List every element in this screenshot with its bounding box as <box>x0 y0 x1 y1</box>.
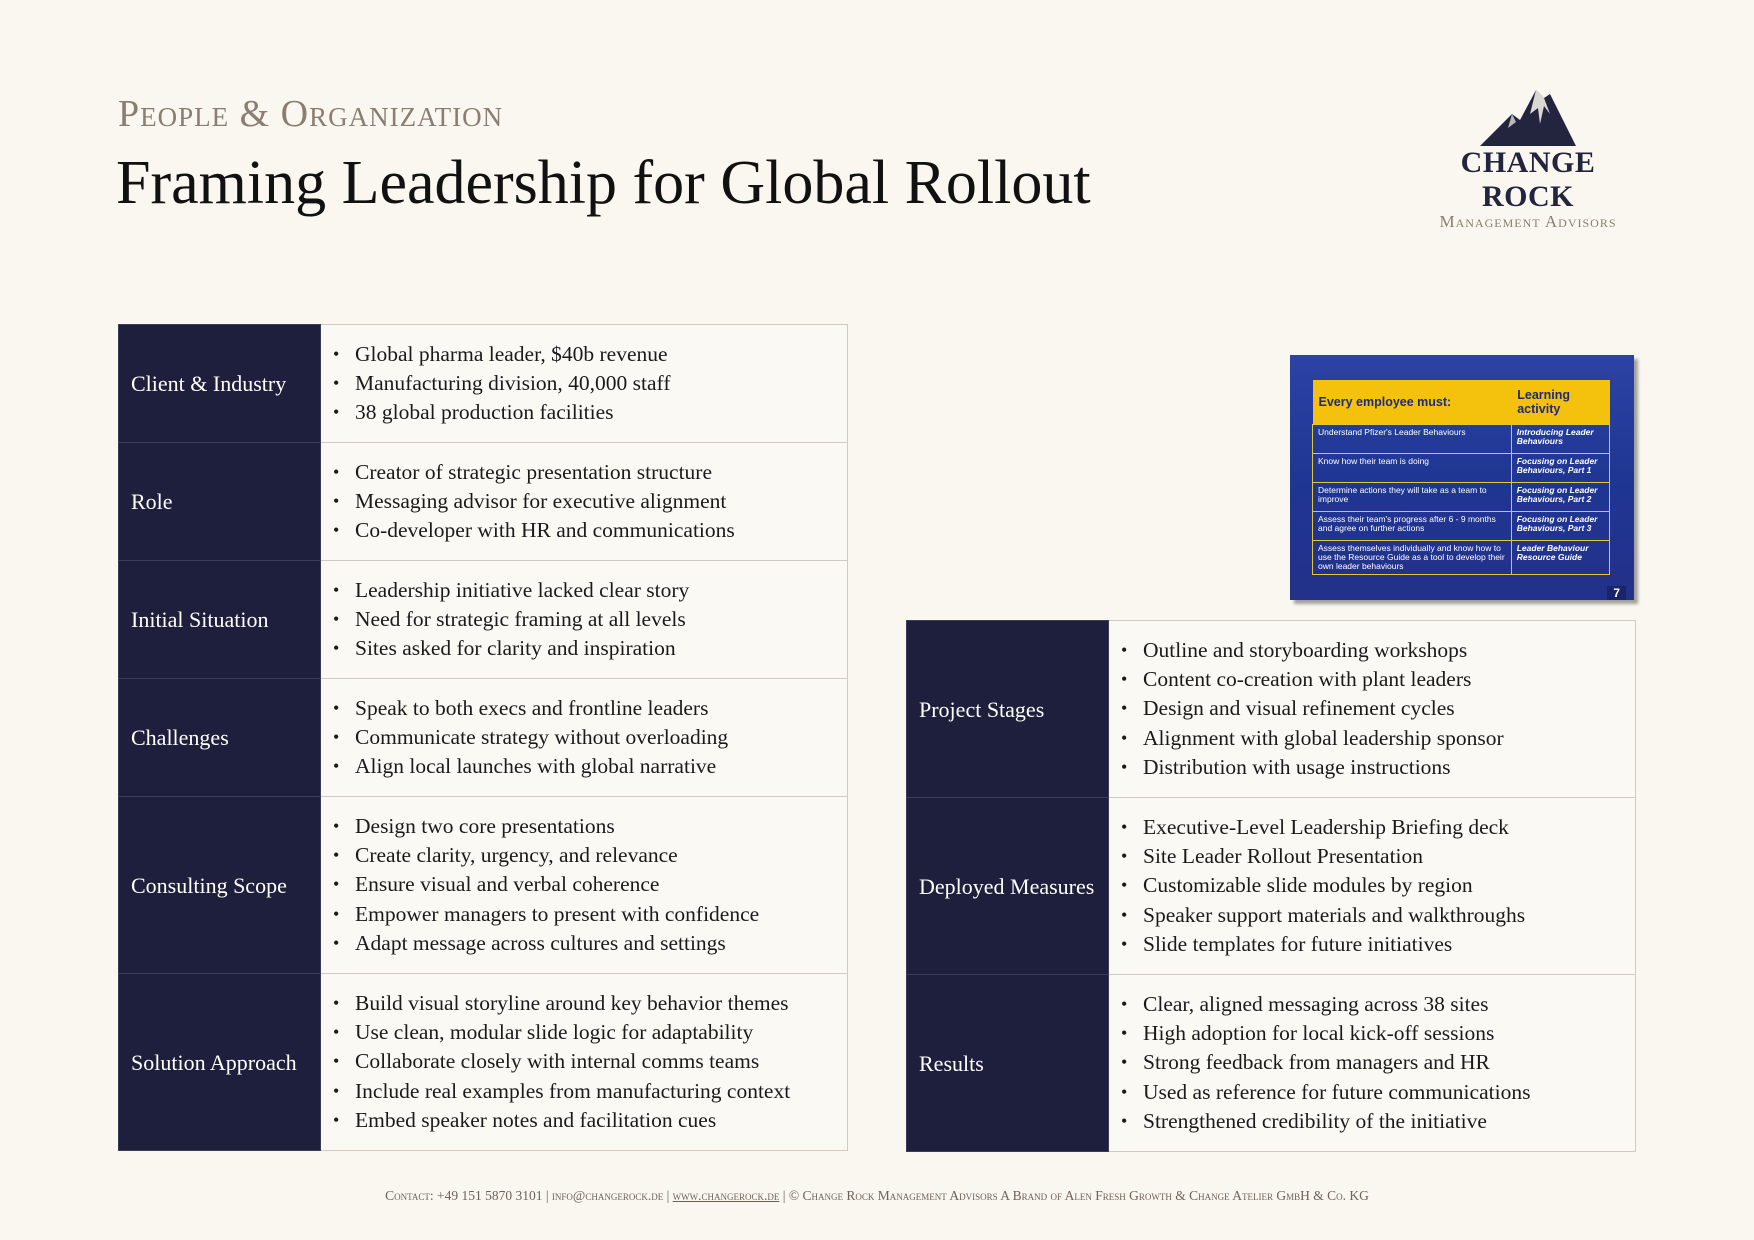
row-content <box>321 443 848 561</box>
table-row <box>907 975 1636 1152</box>
bullet-list <box>333 340 829 428</box>
row-content <box>1109 621 1636 798</box>
row-label: Challenges <box>119 679 321 797</box>
list-item: • Distribution with usage instructions <box>1143 753 1617 782</box>
row-label: Deployed Measures <box>907 798 1109 975</box>
list-item: • Clear, aligned messaging across 38 sites <box>1143 990 1617 1019</box>
table-row <box>907 798 1636 975</box>
list-item: • Co-developer with HR and communications <box>355 516 829 545</box>
row-label: Results <box>907 975 1109 1152</box>
row-content <box>321 679 848 797</box>
bullet-list <box>333 812 829 958</box>
list-item: • Build visual storyline around key behavior themes <box>355 989 829 1018</box>
row-label: Consulting Scope <box>119 797 321 974</box>
table-row <box>119 679 848 797</box>
list-item: • Create clarity, urgency, and relevance <box>355 841 829 870</box>
list-item: • Empower managers to present with confidence <box>355 900 829 929</box>
list-item: • High adoption for local kick-off sessions <box>1143 1019 1617 1048</box>
bullet-list <box>333 694 829 782</box>
thumbnail-activity: Focusing on Leader Behaviours, Part 3 <box>1511 512 1609 541</box>
row-content <box>321 797 848 974</box>
logo-subtitle: Management Advisors <box>1439 212 1617 231</box>
list-item: • Creator of strategic presentation structure <box>355 458 829 487</box>
list-item: • Need for strategic framing at all levels <box>355 605 829 634</box>
row-content <box>1109 798 1636 975</box>
list-item: • Executive-Level Leadership Briefing deck <box>1143 813 1617 842</box>
bullet-list <box>1121 813 1617 959</box>
thumbnail-row <box>1313 454 1610 483</box>
list-item: • 38 global production facilities <box>355 398 829 427</box>
footer-website-link[interactable]: www.changerock.de <box>672 1188 780 1203</box>
list-item: • Strengthened credibility of the initiative <box>1143 1107 1617 1136</box>
thumbnail-activity: Introducing Leader Behaviours <box>1511 425 1609 454</box>
thumbnail-row <box>1313 512 1610 541</box>
list-item: • Alignment with global leadership sponsor <box>1143 724 1617 753</box>
table-row <box>119 561 848 679</box>
list-item: • Used as reference for future communications <box>1143 1078 1617 1107</box>
list-item: • Collaborate closely with internal comms teams <box>355 1047 829 1076</box>
thumbnail-activity: Focusing on Leader Behaviours, Part 1 <box>1511 454 1609 483</box>
thumbnail-activity: Leader Behaviour Resource Guide <box>1511 541 1609 575</box>
thumbnail-header-1: Every employee must: <box>1313 380 1512 425</box>
thumbnail-header-2: Learning activity <box>1511 380 1609 425</box>
list-item: • Customizable slide modules by region <box>1143 871 1617 900</box>
list-item: • Outline and storyboarding workshops <box>1143 636 1617 665</box>
thumbnail-requirement: Assess their team's progress after 6 - 9 months and agree on further actions <box>1313 512 1512 541</box>
row-label: Role <box>119 443 321 561</box>
list-item: • Ensure visual and verbal coherence <box>355 870 829 899</box>
list-item: • Embed speaker notes and facilitation cues <box>355 1106 829 1135</box>
list-item: • Speaker support materials and walkthroughs <box>1143 901 1617 930</box>
list-item: • Align local launches with global narrative <box>355 752 829 781</box>
footer <box>0 1188 1754 1204</box>
bullet-list <box>333 989 829 1135</box>
thumbnail-row <box>1313 483 1610 512</box>
row-label: Initial Situation <box>119 561 321 679</box>
company-logo <box>1412 84 1644 232</box>
thumbnail-requirement: Understand Pfizer's Leader Behaviours <box>1313 425 1512 454</box>
list-item: • Global pharma leader, $40b revenue <box>355 340 829 369</box>
thumbnail-requirement: Determine actions they will take as a team to improve <box>1313 483 1512 512</box>
list-item: • Messaging advisor for executive alignment <box>355 487 829 516</box>
list-item: • Manufacturing division, 40,000 staff <box>355 369 829 398</box>
list-item: • Design two core presentations <box>355 812 829 841</box>
bullet-list <box>333 458 829 546</box>
list-item: • Design and visual refinement cycles <box>1143 694 1617 723</box>
bullet-list <box>1121 636 1617 782</box>
thumbnail-requirement: Assess themselves individually and know how to use the Resource Guide as a tool to develop their own leader behaviours <box>1313 541 1512 575</box>
bullet-list <box>1121 990 1617 1136</box>
thumbnail-activity: Focusing on Leader Behaviours, Part 2 <box>1511 483 1609 512</box>
thumbnail-row <box>1313 541 1610 575</box>
row-label: Solution Approach <box>119 974 321 1151</box>
list-item: • Use clean, modular slide logic for adaptability <box>355 1018 829 1047</box>
list-item: • Content co-creation with plant leaders <box>1143 665 1617 694</box>
footer-contact: Contact: +49 151 5870 3101 | info@changerock.de | <box>385 1188 670 1203</box>
thumbnail-table <box>1312 380 1610 575</box>
row-content <box>321 561 848 679</box>
list-item: • Communicate strategy without overloading <box>355 723 829 752</box>
page-title: Framing Leadership for Global Rollout <box>116 149 1091 217</box>
thumbnail-requirement: Know how their team is doing <box>1313 454 1512 483</box>
row-content <box>321 974 848 1151</box>
mountain-icon <box>1478 84 1578 148</box>
thumbnail-page-number: 7 <box>1607 586 1626 600</box>
footer-copyright: | © Change Rock Management Advisors A Brand of Alen Fresh Growth & Change Atelier GmbH & Co. KG <box>782 1188 1369 1203</box>
list-item: • Slide templates for future initiatives <box>1143 930 1617 959</box>
list-item: • Adapt message across cultures and settings <box>355 929 829 958</box>
table-row <box>119 443 848 561</box>
list-item: • Site Leader Rollout Presentation <box>1143 842 1617 871</box>
list-item: • Speak to both execs and frontline leaders <box>355 694 829 723</box>
section-kicker: People & Organization <box>118 93 504 135</box>
right-info-table <box>906 620 1636 1152</box>
row-label: Project Stages <box>907 621 1109 798</box>
list-item: • Sites asked for clarity and inspiration <box>355 634 829 663</box>
row-content <box>1109 975 1636 1152</box>
bullet-list <box>333 576 829 664</box>
logo-name: CHANGE ROCK <box>1460 146 1596 213</box>
table-row <box>907 621 1636 798</box>
thumbnail-row <box>1313 425 1610 454</box>
table-row <box>119 974 848 1151</box>
slide-thumbnail <box>1290 355 1634 600</box>
list-item: • Include real examples from manufacturing context <box>355 1077 829 1106</box>
table-row <box>119 325 848 443</box>
list-item: • Strong feedback from managers and HR <box>1143 1048 1617 1077</box>
table-row <box>119 797 848 974</box>
list-item: • Leadership initiative lacked clear story <box>355 576 829 605</box>
left-info-table <box>118 324 848 1151</box>
row-content <box>321 325 848 443</box>
row-label: Client & Industry <box>119 325 321 443</box>
